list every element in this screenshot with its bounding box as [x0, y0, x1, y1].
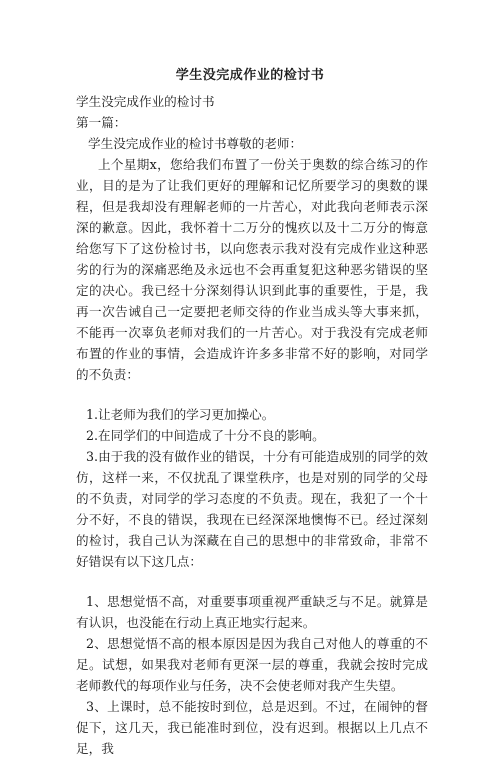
spacer [76, 572, 428, 591]
document-title: 学生没完成作业的检讨书 [175, 68, 325, 83]
document-body [76, 91, 428, 759]
list-item-2: 2.在同学们的中间造成了十分不良的影响。 [86, 428, 325, 443]
section-label: 第一篇： [76, 115, 127, 130]
point-3: 3、上课时，总不能按时到位，总是迟到。不过，在闹钟的督促下，这几天，我已能准时到位，没有迟到。根据以上几点不足，我 [76, 699, 428, 756]
paragraph-1: 上个星期x，您给我们布置了一份关于奥数的综合练习的作业，目的是为了让我们更好的理解和记忆所要学习的奥数的课程，但是我却没有理解老师的一片苦心，对此我向老师表示深深的歉意。因此，我怀着十二万分的愧疚以及十二万分的悔意给您写下了这份检讨书，以向您表示我对没有完成作业这种恶劣的行为的深痛恶绝及永远也不会再重复犯这种恶劣错误的坚定的决心。我已经十分深刻得认识到此事的重要性，于是，我再一次告诫自己一定要把老师交待的作业当成头等大事来抓，不能再一次辜负老师对我们的一片苦心。对于我没有完成老师布置的作业的事情，会造成许许多多非常不好的影响，对同学的不负责： [76, 157, 428, 382]
point-1: 1、思想觉悟不高，对重要事项重视严重缺乏与不足。就算是有认识，也没能在行动上真正地实行起来。 [76, 594, 428, 630]
list-item-1: 1.让老师为我们的学习更加操心。 [86, 407, 275, 422]
list-item-3: 3.由于我的没有做作业的错误，十分有可能造成别的同学的效仿，这样一来，不仅扰乱了课堂秩序，也是对别的同学的父母的不负责，对同学的学习态度的不负责。现在，我犯了一个十分不好，不良的错误，我现在已经深深地懊悔不已。经过深刻的检讨，我自己认为深藏在自己的思想中的非常致命，非常不好错误有以下这几点： [76, 449, 428, 569]
point-2: 2、思想觉悟不高的根本原因是因为我自己对他人的尊重的不足。试想，如果我对老师有更深一层的尊重，我就会按时完成老师教代的每项作业与任务，决不会使老师对我产生失望。 [76, 636, 428, 693]
spacer [76, 385, 428, 404]
salutation: 学生没完成作业的检讨书尊敬的老师： [88, 136, 303, 151]
document-subtitle: 学生没完成作业的检讨书 [76, 94, 215, 109]
